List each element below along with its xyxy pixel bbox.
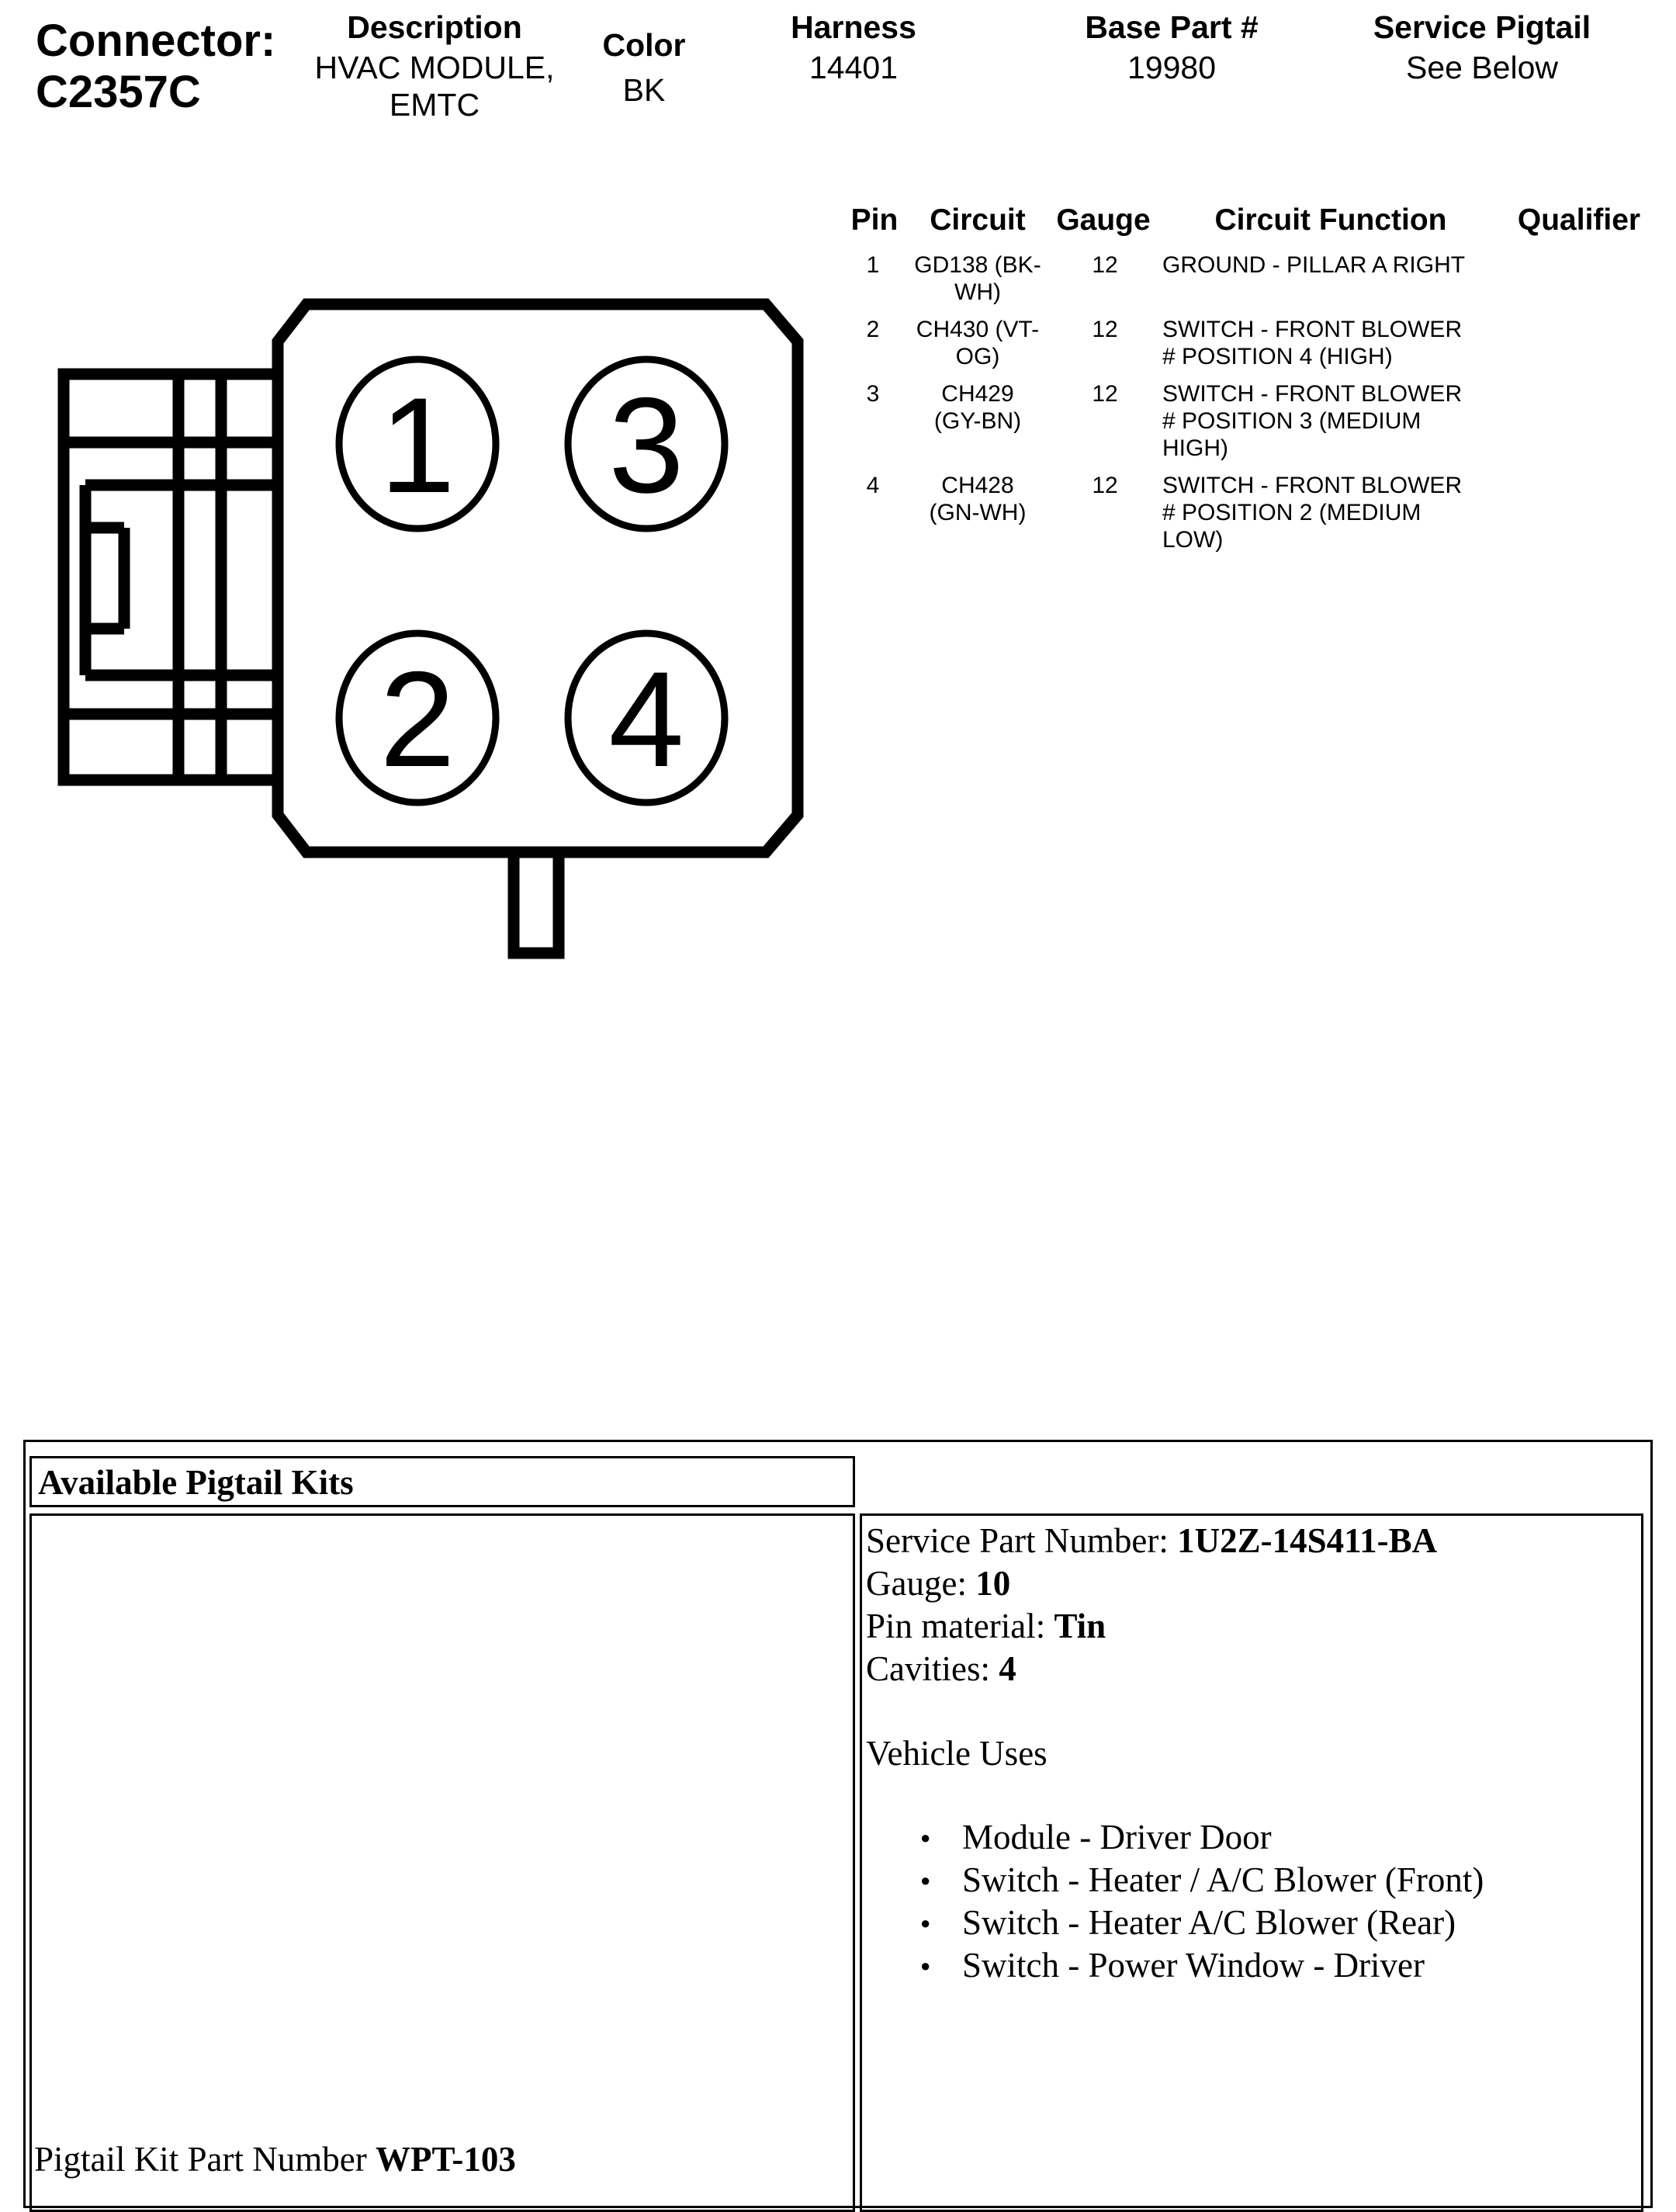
base-part-column — [1048, 9, 1296, 86]
gauge-value: 12 — [1092, 252, 1118, 278]
function-line2: # POSITION 4 (HIGH) — [1162, 344, 1393, 369]
vehicle-uses-heading: Vehicle Uses — [866, 1734, 1048, 1773]
column-header-qualifier: Qualifier — [1517, 203, 1641, 237]
function-line2: # POSITION 2 (MEDIUM — [1162, 500, 1421, 525]
function-line1: GROUND - PILLAR A RIGHT — [1162, 252, 1466, 278]
service-pigtail-label: Service Pigtail — [1373, 9, 1591, 45]
column-header-pin: Pin — [850, 203, 899, 237]
gauge-value: 12 — [1092, 473, 1118, 498]
description-line2: EMTC — [389, 87, 480, 123]
description-line1: HVAC MODULE, — [314, 50, 555, 85]
description-label: Description — [347, 9, 522, 45]
color-value: BK — [622, 72, 666, 108]
pin-number: 2 — [866, 317, 880, 342]
pigtail-kits-title: Available Pigtail Kits — [29, 1456, 855, 1507]
circuit-line1: CH428 — [941, 473, 1014, 498]
cavity-3-label: 3 — [608, 370, 684, 522]
column-header-circuit-function: Circuit Function — [1214, 203, 1447, 237]
cavity-1-label: 1 — [379, 370, 455, 522]
base-part-label: Base Part # — [1085, 9, 1259, 45]
pigtail-kit-image-cell — [29, 1513, 855, 2212]
locking-tab — [514, 852, 559, 953]
pin-material-label: Pin material: — [866, 1607, 1054, 1645]
cavity-4-label: 4 — [608, 644, 684, 796]
connector-id: C2357C — [36, 67, 201, 117]
vehicle-uses-list — [954, 1816, 1484, 1987]
function-line1: SWITCH - FRONT BLOWER — [1162, 317, 1463, 342]
function-line1: SWITCH - FRONT BLOWER — [1162, 381, 1463, 407]
circuit-line2: (GY-BN) — [933, 408, 1022, 434]
column-header-circuit: Circuit — [930, 203, 1026, 237]
service-pigtail-column — [1350, 9, 1614, 86]
circuit-line2: WH) — [954, 279, 1001, 305]
list-item: ● Switch - Power Window - Driver — [954, 1944, 1484, 1987]
service-part-label: Service Part Number: — [866, 1521, 1178, 1560]
circuit-line1: CH429 — [941, 381, 1014, 407]
pin-number: 1 — [866, 252, 880, 278]
list-item: ● Switch - Heater / A/C Blower (Front) — [954, 1859, 1484, 1902]
service-part-value: 1U2Z-14S411-BA — [1177, 1521, 1438, 1560]
kit-part-value: WPT-103 — [375, 2140, 516, 2179]
circuit-line1: GD138 (BK- — [914, 252, 1041, 278]
gauge-label: Gauge: — [866, 1564, 976, 1603]
pin-material-value: Tin — [1054, 1607, 1106, 1645]
service-part-number — [866, 1520, 1437, 1562]
pigtail-gauge — [866, 1562, 1010, 1605]
function-line3: LOW) — [1162, 527, 1224, 553]
circuit-line1: CH430 (VT- — [916, 317, 1040, 342]
color-label: Color — [602, 27, 686, 63]
circuit-line2: OG) — [955, 344, 1000, 369]
pigtail-kit-part-number — [34, 2136, 516, 2183]
function-line1: SWITCH - FRONT BLOWER — [1162, 473, 1463, 498]
pin-material — [866, 1605, 1106, 1648]
column-header-gauge: Gauge — [1056, 203, 1151, 237]
pin-number: 4 — [866, 473, 880, 498]
list-item: ● Module - Driver Door — [954, 1816, 1484, 1859]
function-line3: HIGH) — [1162, 435, 1228, 461]
cavity-2-label: 2 — [379, 644, 455, 796]
circuit-line2: (GN-WH) — [929, 500, 1027, 525]
connector-label: Connector: — [36, 16, 276, 66]
harness-value: 14401 — [809, 50, 898, 85]
base-part-value: 19980 — [1127, 50, 1216, 85]
harness-label: Harness — [791, 9, 916, 45]
cavities-value: 4 — [999, 1649, 1016, 1688]
pin-number: 3 — [866, 381, 880, 407]
service-pigtail-value: See Below — [1405, 50, 1558, 85]
gauge-value: 12 — [1092, 381, 1118, 407]
gauge-value: 12 — [1092, 317, 1118, 342]
kit-part-label: Pigtail Kit Part Number — [34, 2140, 376, 2179]
connector-face-diagram — [0, 0, 854, 1009]
list-item: ● Switch - Heater A/C Blower (Rear) — [954, 1902, 1484, 1944]
cavities — [866, 1648, 1016, 1690]
function-line2: # POSITION 3 (MEDIUM — [1162, 408, 1421, 434]
cavities-label: Cavities: — [866, 1649, 999, 1688]
gauge-value: 10 — [975, 1564, 1011, 1603]
